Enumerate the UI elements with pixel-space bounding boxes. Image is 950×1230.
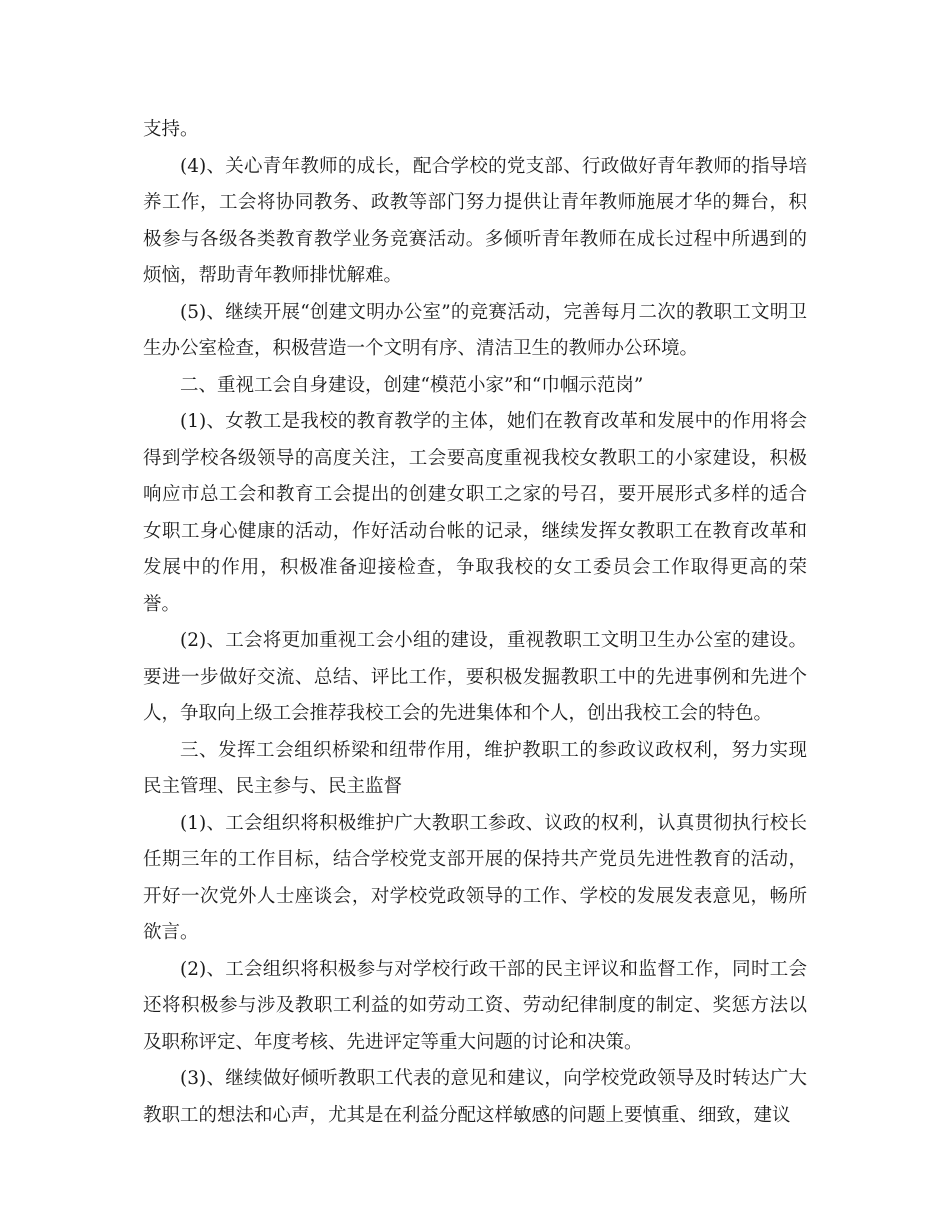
paragraph-item-2: (2)、工会组织将积极参与对学校行政干部的民主评议和监督工作，同时工会还将积极参与涉及教职工利益的如劳动工资、劳动纪律制度的制定、奖惩方法以及职称评定、年度考核、先进评定等重大问题的讨论和决策。 <box>143 958 807 1053</box>
section-heading-3: 三、发挥工会组织桥梁和纽带作用，维护教职工的参政议政权利，努力实现民主管理、民主参与、民主监督 <box>143 739 807 797</box>
document-body <box>143 112 807 1134</box>
paragraph-item-2: (2)、工会将更加重视工会小组的建设，重视教职工文明卫生办公室的建设。要进一步做好交流、总结、评比工作，要积极发掘教职工中的先进事例和先进个人，争取向上级工会推荐我校工会的先进集体和个人，创出我校工会的特色。 <box>143 630 807 724</box>
paragraph-item-3: (3)、继续做好倾听教职工代表的意见和建议，向学校党政领导及时转达广大教职工的想法和心声，尤其是在利益分配这样敏感的问题上要慎重、细致，建议 <box>143 1068 807 1126</box>
paragraph-continuation: 支持。 <box>143 119 199 140</box>
paragraph-item-1: (1)、工会组织将积极维护广大教职工参政、议政的权利，认真贯彻执行校长任期三年的工作目标，结合学校党支部开展的保持共产党员先进性教育的活动，开好一次党外人士座谈会，对学校党政领导的工作、学校的发展发表意见，畅所欲言。 <box>143 812 807 943</box>
section-heading-2: 二、重视工会自身建设，创建“模范小家”和“巾帼示范岗” <box>180 374 644 396</box>
paragraph-item-1: (1)、女教工是我校的教育教学的主体，她们在教育改革和发展中的作用将会得到学校各级领导的高度关注，工会要高度重视我校女教职工的小家建设，积极响应市总工会和教育工会提出的创建女职工之家的号召，要开展形式多样的适合女职工身心健康的活动，作好活动台帐的记录，继续发挥女教职工在教育改革和发展中的作用，积极准备迎接检查，争取我校的女工委员会工作取得更高的荣誉。 <box>143 411 807 615</box>
paragraph-item-5: (5)、继续开展“创建文明办公室”的竞赛活动，完善每月二次的教职工文明卫生办公室检查，积极营造一个文明有序、清洁卫生的教师办公环境。 <box>143 301 807 359</box>
paragraph-item-4: (4)、关心青年教师的成长，配合学校的党支部、行政做好青年教师的指导培养工作，工会将协同教务、政教等部门努力提供让青年教师施展才华的舞台，积极参与各级各类教育教学业务竞赛活动。多倾听青年教师在成长过程中所遇到的烦恼，帮助青年教师排忧解难。 <box>143 155 807 286</box>
